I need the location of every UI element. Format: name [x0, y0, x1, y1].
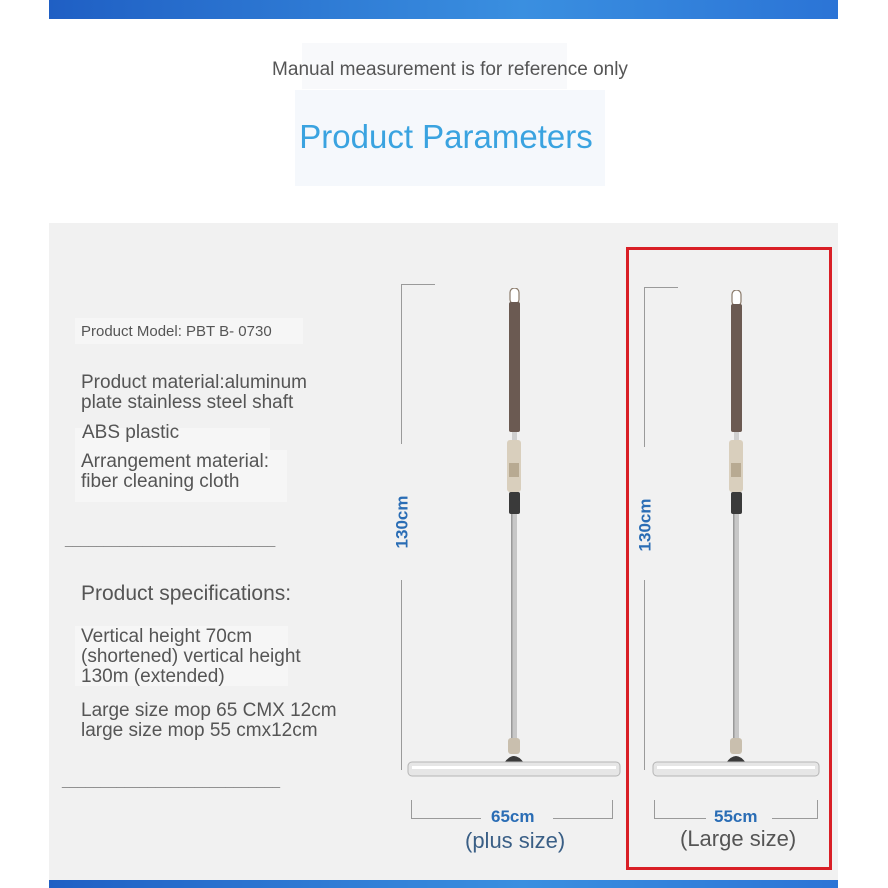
mop-image-2	[650, 290, 825, 790]
material-line-2: plate stainless steel shaft	[81, 392, 294, 413]
material-line-1: Product material:aluminum	[81, 372, 307, 393]
height-label-1: 130cm	[392, 495, 412, 549]
height-line-3: 130m (extended)	[81, 666, 225, 687]
height-dim-top-tick-1	[401, 284, 435, 285]
size-label-2: (Large size)	[680, 826, 797, 851]
specs-heading: Product specifications:	[81, 582, 292, 605]
height-label-2: 130cm	[635, 498, 655, 552]
size-line-2: large size mop 55 cmx12cm	[81, 720, 318, 741]
width-dim-right-line-2	[772, 818, 818, 819]
top-banner-bar	[49, 0, 838, 19]
width-dim-right-tick-1	[612, 800, 613, 818]
height-dim-upper-line-2	[644, 287, 645, 447]
size-line-1: Large size mop 65 CMX 12cm	[81, 700, 337, 721]
page-title: Product Parameters	[299, 118, 593, 155]
width-dim-left-line-1	[411, 818, 481, 819]
width-dim-left-line-2	[654, 818, 706, 819]
divider-1: ___________________________	[65, 531, 276, 547]
height-dim-lower-line-2	[644, 580, 645, 770]
bottom-banner-bar	[49, 880, 838, 888]
reference-note: Manual measurement is for reference only	[272, 59, 628, 80]
mop-image-1	[400, 288, 630, 788]
width-dim-right-line-1	[553, 818, 613, 819]
height-line-1: Vertical height 70cm	[81, 626, 253, 647]
width-dim-right-tick-2	[817, 800, 818, 818]
arrangement-line-1: Arrangement material:	[81, 451, 269, 472]
width-label-2: 55cm	[714, 807, 758, 826]
divider-2: ____________________________	[62, 772, 281, 788]
product-model: Product Model: PBT B- 0730	[81, 323, 272, 340]
material-line-3: ABS plastic	[82, 422, 180, 443]
width-dim-left-tick-1	[411, 800, 412, 818]
size-label-1: (plus size)	[465, 828, 566, 853]
height-dim-top-tick-2	[644, 287, 678, 288]
width-dim-left-tick-2	[654, 800, 655, 818]
height-line-2: (shortened) vertical height	[81, 646, 301, 667]
width-label-1: 65cm	[491, 807, 535, 826]
arrangement-line-2: fiber cleaning cloth	[81, 471, 240, 492]
